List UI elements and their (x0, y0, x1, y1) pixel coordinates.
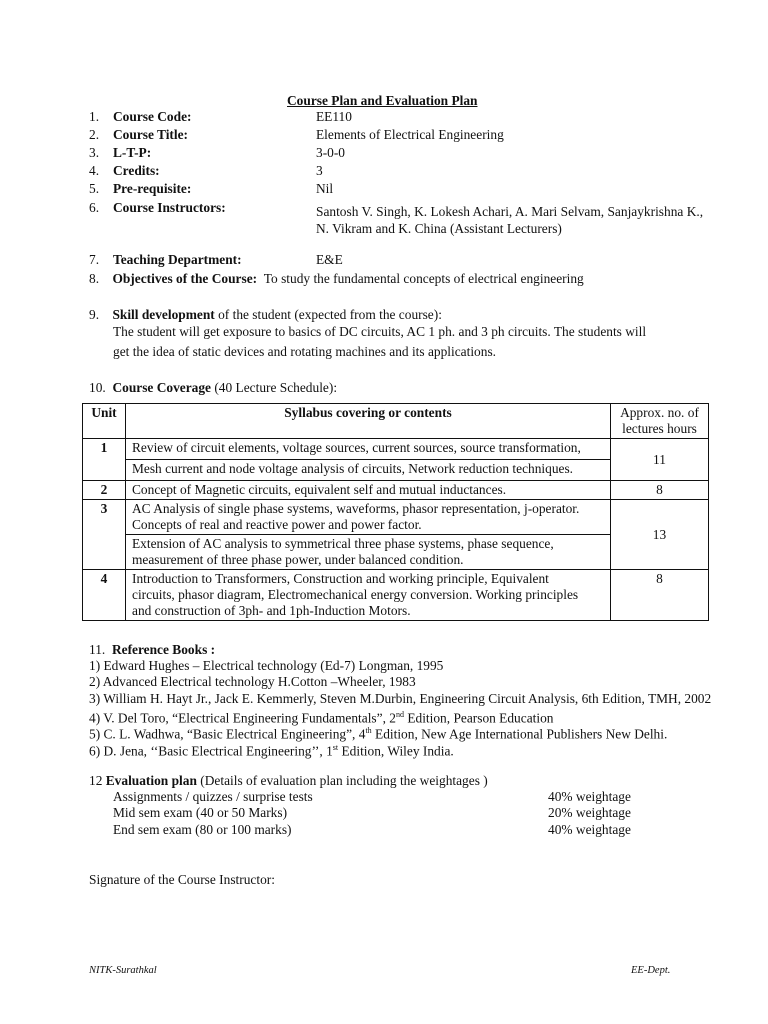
syllabus-cell: AC Analysis of single phase systems, waveforms, phasor representation, j-operator. Concepts of real and reactive power and power factor. (126, 500, 611, 535)
prerequisite-label: Pre-requisite: (113, 181, 192, 196)
document-title: Course Plan and Evaluation Plan (287, 93, 478, 108)
skill-line-1: The student will get exposure to basics of DC circuits, AC 1 ph. and 3 ph circuits. The students will (113, 324, 647, 339)
table-header-row (83, 404, 709, 439)
unit-header: Unit (83, 404, 126, 439)
course-coverage-table (82, 403, 709, 621)
objectives-label: Objectives of the Course: (112, 271, 258, 286)
signature-line: Signature of the Course Instructor: (89, 872, 275, 887)
credits-label: Credits: (113, 163, 160, 178)
syllabus-cell: Extension of AC analysis to symmetrical three phase systems, phase sequence, measurement of three phase power, under balanced condition. (126, 535, 611, 570)
instructors-line-1: Santosh V. Singh, K. Lokesh Achari, A. Mari Selvam, Sanjaykrishna K., (316, 204, 704, 219)
item-number: 12 (89, 773, 103, 788)
item-number: 8. (89, 271, 100, 286)
instructors-line-2: N. Vikram and K. China (Assistant Lecturers) (316, 221, 562, 236)
prerequisite-value: Nil (316, 181, 334, 196)
evaluation-label-rest: (Details of evaluation plan including the weightages ) (196, 773, 488, 788)
item-number: 3. (89, 145, 100, 160)
item-number: 5. (89, 181, 100, 196)
item-number: 9. (89, 307, 100, 322)
references-label: Reference Books : (111, 642, 216, 657)
references-heading (89, 642, 215, 658)
table-row (83, 570, 709, 621)
table-row (83, 500, 709, 535)
skill-label: Skill development (112, 307, 215, 322)
footer-left: NITK-Surathkal (89, 965, 157, 976)
evaluation-weight: 20% weightage (548, 805, 631, 820)
syllabus-cell: Introduction to Transformers, Construction and working principle, Equivalent circuits, phasor diagram, Electromechanical energy conversion. Working principles and construction of 3ph- and 1ph-Induction Motors. (126, 570, 611, 621)
instructors-label: Course Instructors: (113, 200, 226, 215)
evaluation-item: Mid sem exam (40 or 50 Marks) (113, 805, 288, 820)
hours-cell: 8 (611, 570, 709, 621)
unit-number: 3 (83, 500, 126, 570)
skill-line-2: get the idea of static devices and rotating machines and its applications. (113, 344, 496, 359)
unit-number: 2 (83, 481, 126, 500)
list-item: 6) D. Jena, ‘‘Basic Electrical Engineering’’, 1st Edition, Wiley India. (89, 743, 454, 759)
list-item: 4) V. Del Toro, “Electrical Engineering Fundamentals”, 2nd Edition, Pearson Education (89, 710, 554, 726)
item-number: 10. (89, 380, 106, 395)
hours-cell: 11 (611, 439, 709, 481)
evaluation-weight: 40% weightage (548, 789, 631, 804)
teaching-department-value: E&E (316, 252, 343, 267)
evaluation-item: End sem exam (80 or 100 marks) (113, 822, 292, 837)
item-number: 1. (89, 109, 100, 124)
item-number: 11. (89, 642, 106, 657)
syllabus-cell: Review of circuit elements, voltage sources, current sources, source transformation, (126, 439, 611, 460)
evaluation-heading (89, 773, 488, 789)
hours-cell: 8 (611, 481, 709, 500)
coverage-label: Course Coverage (112, 380, 211, 395)
list-item: 2) Advanced Electrical technology H.Cotton –Wheeler, 1983 (89, 674, 416, 689)
evaluation-weight: 40% weightage (548, 822, 631, 837)
skill-label-rest: of the student (expected from the course): (214, 307, 442, 322)
course-title-value: Elements of Electrical Engineering (316, 127, 504, 142)
skill-heading (89, 307, 442, 323)
item-number: 4. (89, 163, 100, 178)
evaluation-item: Assignments / quizzes / surprise tests (113, 789, 313, 804)
course-code-value: EE110 (316, 109, 352, 124)
objectives-value: To study the fundamental concepts of electrical engineering (263, 271, 584, 286)
footer-right: EE-Dept. (631, 965, 671, 976)
ltp-value: 3-0-0 (316, 145, 346, 160)
syllabus-header: Syllabus covering or contents (126, 404, 611, 439)
instructors-row (0, 200, 768, 240)
item-number: 6. (89, 200, 100, 215)
credits-value: 3 (316, 163, 323, 178)
evaluation-label: Evaluation plan (105, 773, 197, 788)
course-title-label: Course Title: (113, 127, 189, 142)
item-number: 2. (89, 127, 100, 142)
hours-cell: 13 (611, 500, 709, 570)
coverage-heading (89, 380, 337, 396)
table-row (83, 439, 709, 460)
objectives-row (89, 271, 584, 287)
unit-number: 1 (83, 439, 126, 481)
hours-header: Approx. no. of lectures hours (611, 404, 709, 439)
item-number: 7. (89, 252, 100, 267)
teaching-department-label: Teaching Department: (113, 252, 242, 267)
list-item: 3) William H. Hayt Jr., Jack E. Kemmerly, Steven M.Durbin, Engineering Circuit Analysis, 6th Edition, TMH, 2002 (89, 691, 712, 706)
coverage-label-rest: (40 Lecture Schedule): (211, 380, 338, 395)
table-row (83, 481, 709, 500)
syllabus-cell: Concept of Magnetic circuits, equivalent self and mutual inductances. (126, 481, 611, 500)
syllabus-cell: Mesh current and node voltage analysis of circuits, Network reduction techniques. (126, 460, 611, 481)
list-item: 5) C. L. Wadhwa, “Basic Electrical Engineering”, 4th Edition, New Age International Publishers New Delhi. (89, 726, 668, 742)
list-item: 1) Edward Hughes – Electrical technology (Ed-7) Longman, 1995 (89, 658, 444, 673)
unit-number: 4 (83, 570, 126, 621)
ltp-label: L-T-P: (113, 145, 152, 160)
course-code-label: Course Code: (113, 109, 192, 124)
